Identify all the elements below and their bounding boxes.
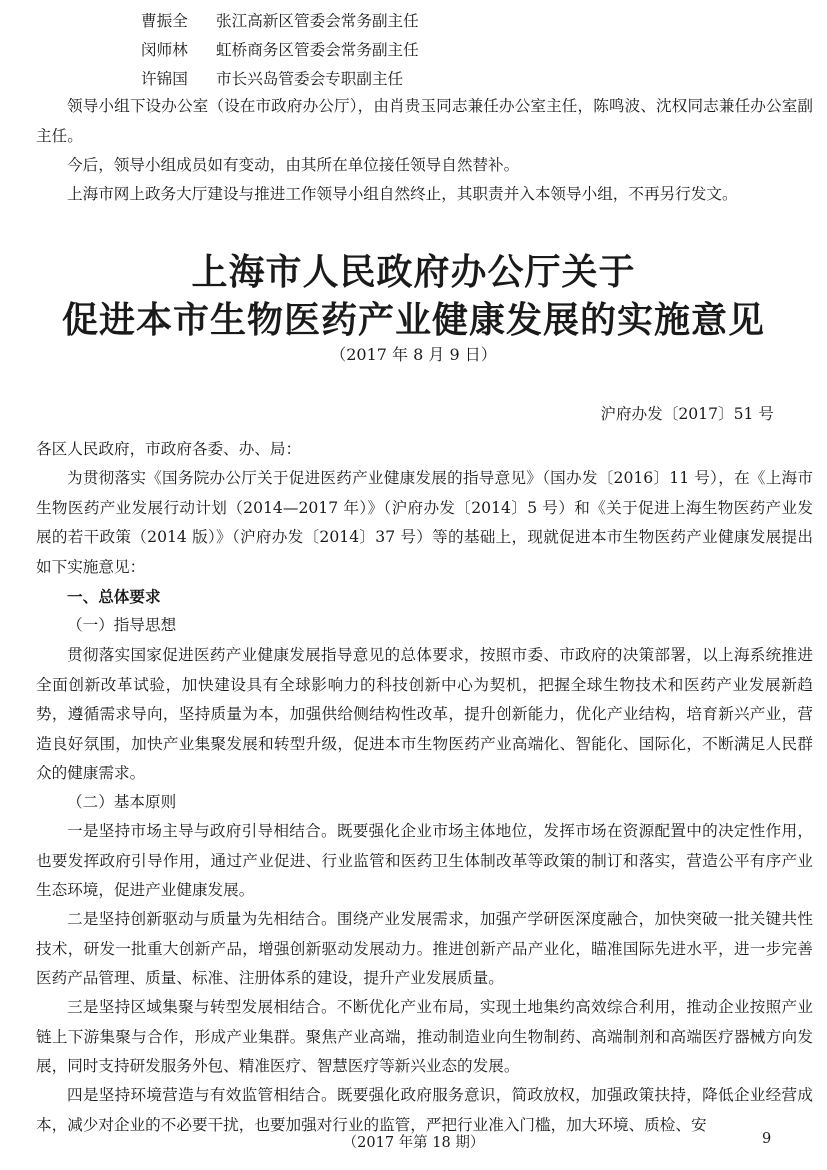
subsection-heading: （一）指导思想 bbox=[67, 616, 177, 634]
footer-issue: （2017 年第 18 期） bbox=[342, 1135, 485, 1151]
roster-title: 市长兴岛管委会专职副主任 bbox=[216, 70, 404, 88]
guiding-ideology-paragraph: 贯彻落实国家促进医药产业健康发展指导意见的总体要求，按照市委、市政府的决策部署，以上海系统推进全面创新改革试验，加快建设具有全球影响力的科技创新中心为契机，把握全球生物技术和医药产业发展新趋势，遵循需求导向，坚持质量为本，加强供给侧结构性改革，提升创新能力，优化产业结构，培育新兴产业，营造良好氛围，加快产业集聚发展和转型升级，促进本市生物医药产业高端化、智能化、国际化，不断满足人民群众的健康需求。 bbox=[36, 646, 813, 782]
intro-paragraph: 领导小组下设办公室（设在市政府办公厅），由肖贵玉同志兼任办公室主任，陈鸣波、沈权同志兼任办公室副主任。 bbox=[36, 97, 813, 145]
principle-paragraph: 四是坚持环境营造与有效监管相结合。既要强化政府服务意识，简政放权，加强政策扶持，降低企业经营成本，减少对企业的不必要干扰，也要加强对行业的监管，严把行业准入门槛，加大环境、质检、安 bbox=[36, 1086, 813, 1134]
roster-name: 曹振全 bbox=[141, 12, 188, 30]
principle-paragraph: 一是坚持市场主导与政府引导相结合。既要强化企业市场主体地位，发挥市场在资源配置中的决定性作用，也要发挥政府引导作用，通过产业促进、行业监管和医药卫生体制改革等政策的制订和落实，营造公平有序产业生态环境，促进产业健康发展。 bbox=[36, 822, 813, 899]
roster-title: 张江高新区管委会常务副主任 bbox=[216, 12, 419, 30]
preamble-paragraph: 为贯彻落实《国务院办公厅关于促进医药产业健康发展的指导意见》（国办发〔2016〕11 号），在《上海市生物医药产业发展行动计划（2014—2017 年）》（沪府办发〔2014〕5 号）和《关于促进上海生物医药产业发展的若干政策（2014 版）》（沪府办发〔2014〕37 号）等的基础上，现就促进本市生物医药产业健康发展提出如下实施意见： bbox=[36, 469, 813, 576]
page-number: 9 bbox=[762, 1131, 772, 1147]
subsection-heading: （二）基本原则 bbox=[67, 793, 177, 811]
addressee: 各区人民政府，市政府各委、办、局： bbox=[36, 440, 302, 458]
intro-paragraph: 上海市网上政务大厅建设与推进工作领导小组自然终止，其职责并入本领导小组，不再另行发文。 bbox=[67, 185, 738, 203]
document-number: 沪府办发〔2017〕51 号 bbox=[600, 405, 774, 423]
document-title-line2: 促进本市生物医药产业健康发展的实施意见 bbox=[61, 299, 765, 341]
roster-name: 许锦国 bbox=[141, 70, 188, 88]
roster-name: 闵师林 bbox=[141, 41, 188, 59]
section-heading: 一、总体要求 bbox=[67, 587, 161, 606]
document-title-line1: 上海市人民政府办公厅关于 bbox=[191, 251, 636, 293]
principle-paragraph: 三是坚持区域集聚与转型发展相结合。不断优化产业布局，实现土地集约高效综合利用，推动企业按照产业链上下游集聚与合作，形成产业集群。聚焦产业高端，推动制造业向生物制药、高端制剂和高端医疗器械方向发展，同时支持研发服务外包、精准医疗、智慧医疗等新兴业态的发展。 bbox=[36, 998, 813, 1075]
principle-paragraph: 二是坚持创新驱动与质量为先相结合。围绕产业发展需求，加强产学研医深度融合，加快突破一批关键共性技术，研发一批重大创新产品，增强创新驱动发展动力。推进创新产品产业化，瞄准国际先进水平，进一步完善医药产品管理、质量、标准、注册体系的建设，提升产业发展质量。 bbox=[36, 910, 813, 987]
intro-paragraph: 今后，领导小组成员如有变动，由其所在单位接任领导自然替补。 bbox=[67, 156, 520, 174]
document-date: （2017 年 8 月 9 日） bbox=[330, 345, 497, 364]
roster-title: 虹桥商务区管委会常务副主任 bbox=[216, 41, 419, 59]
